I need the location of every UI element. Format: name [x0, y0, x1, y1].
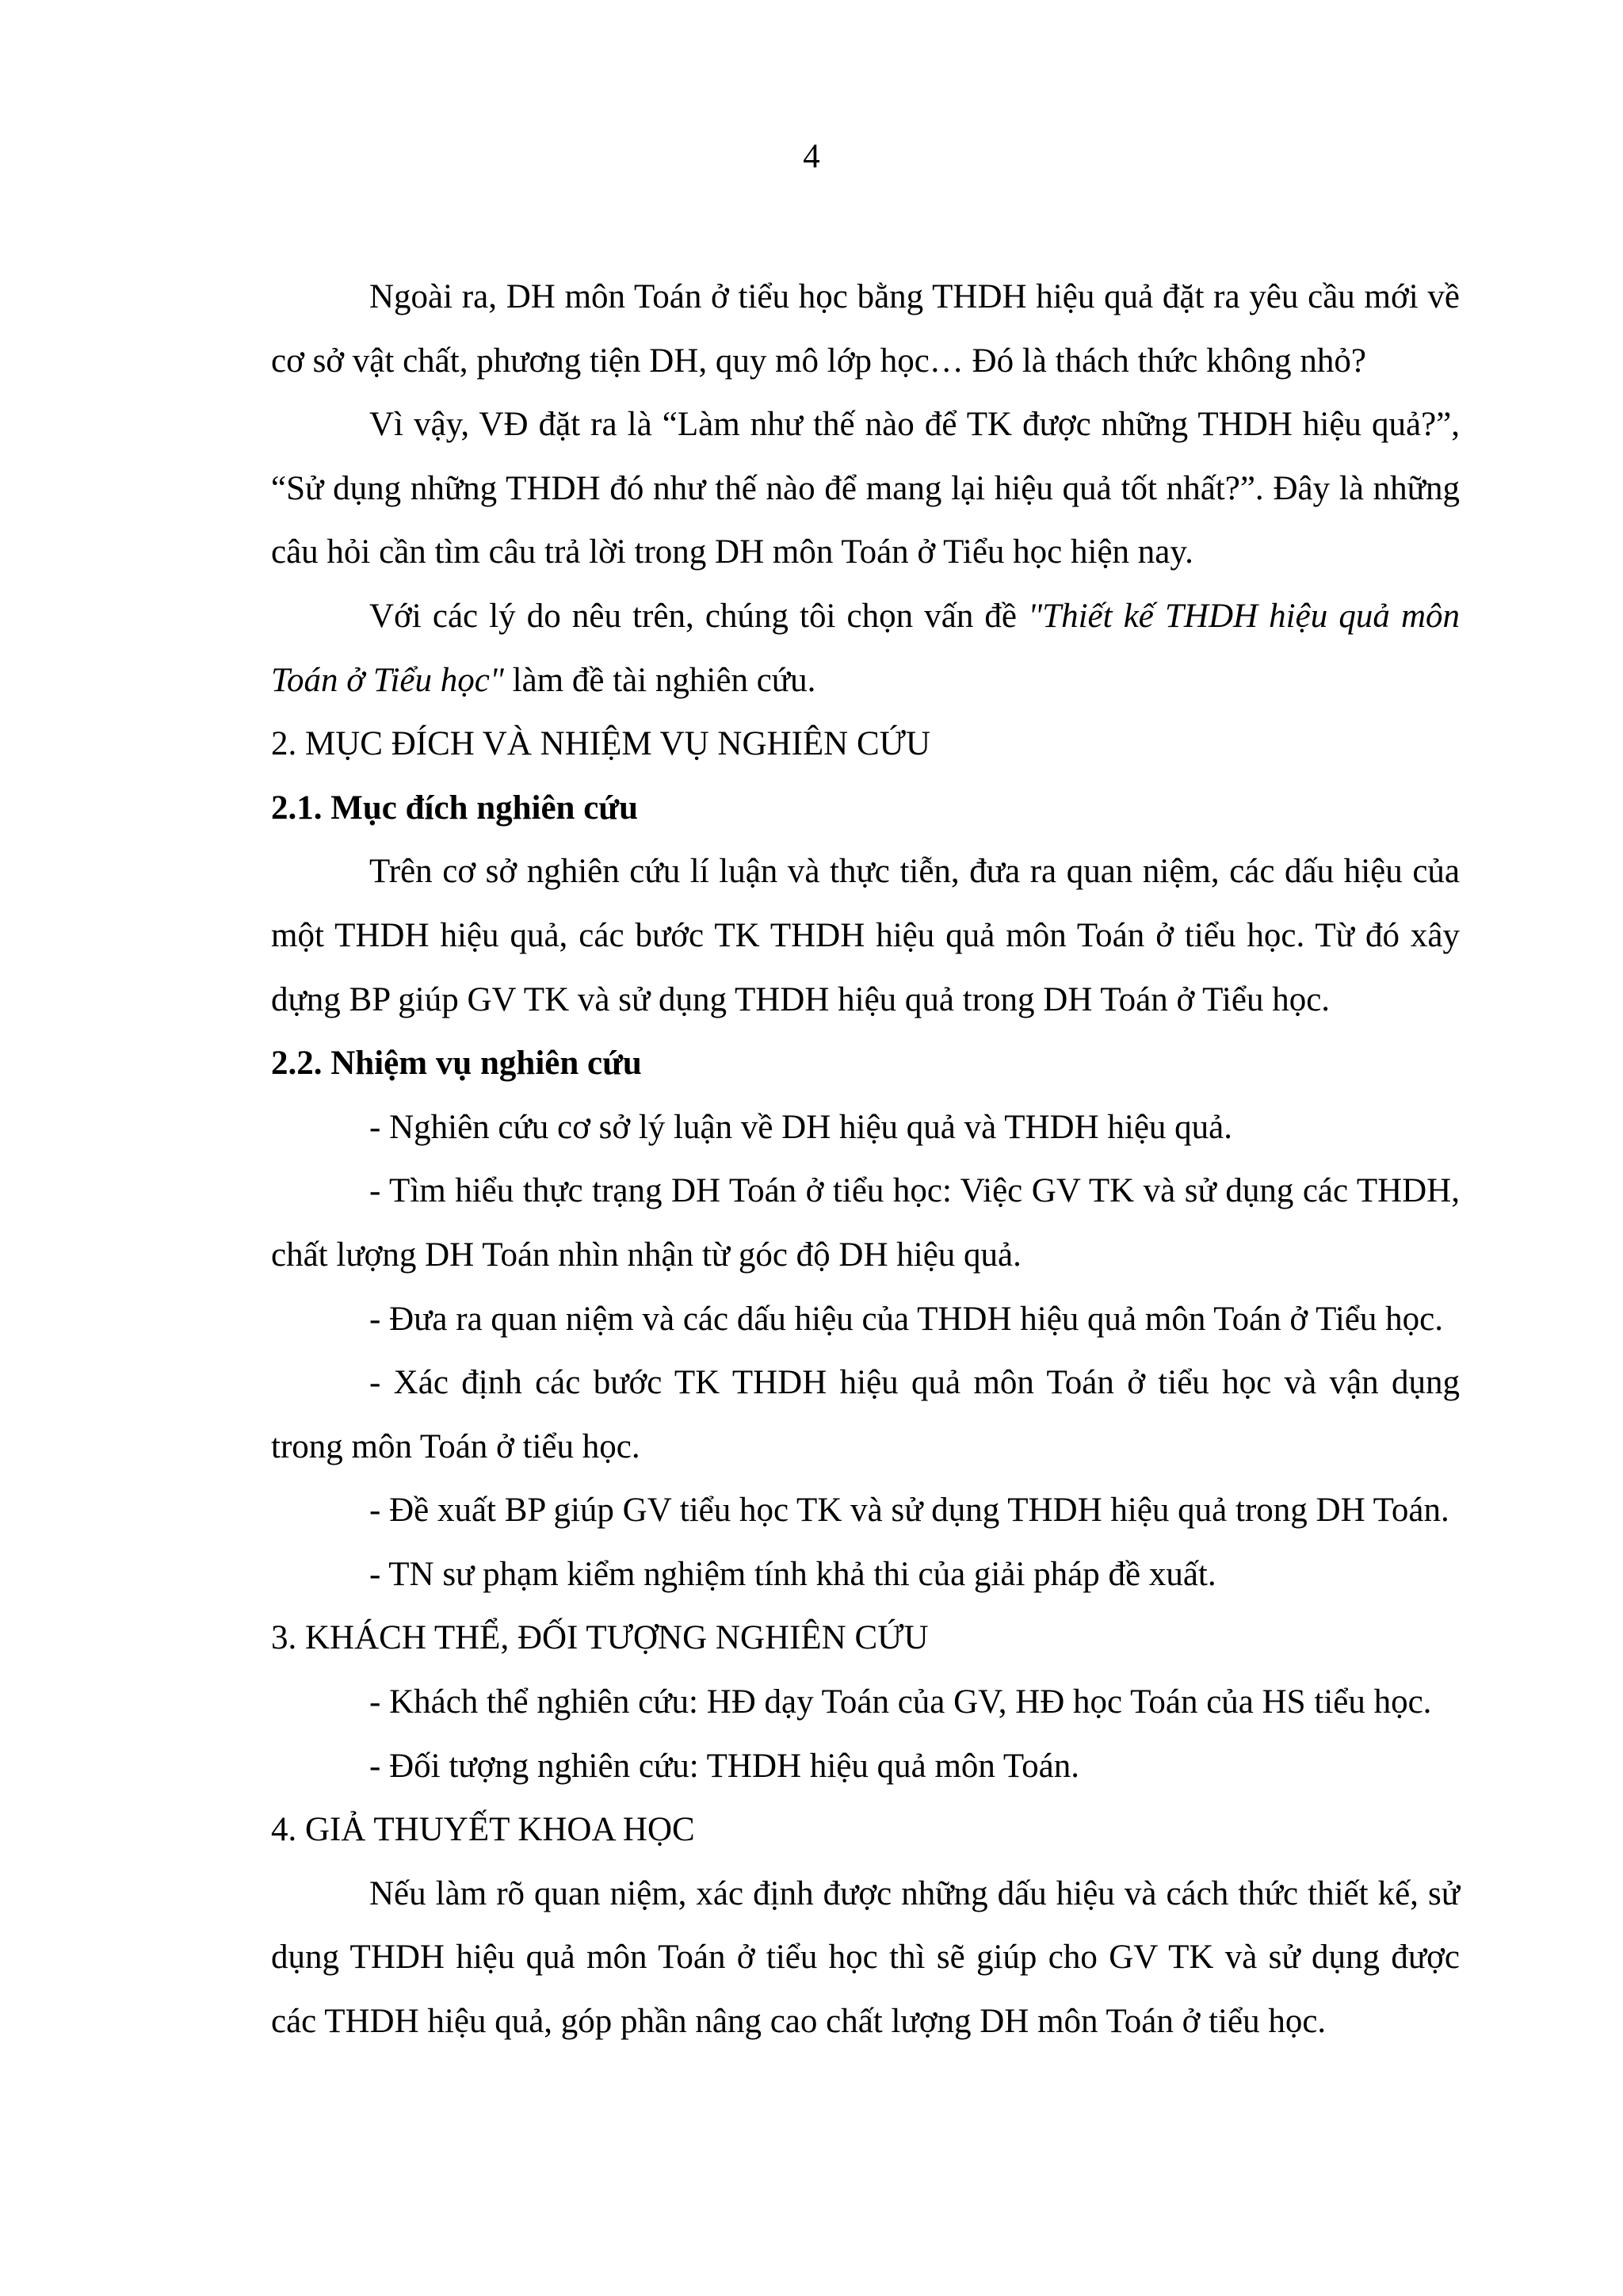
task-item: - Xác định các bước TK THDH hiệu quả môn Toán ở tiểu học và vận dụng trong môn Toán ở tiểu học. [271, 1364, 1460, 1465]
page-content [271, 266, 1460, 2054]
page-number: 4 [803, 138, 820, 175]
subject-item: - Khách thể nghiên cứu: HĐ dạy Toán của GV, HĐ học Toán của HS tiểu học. [369, 1683, 1432, 1721]
subject-item: - Đối tượng nghiên cứu: THDH hiệu quả môn Toán. [369, 1747, 1079, 1785]
paragraph-challenges: Ngoài ra, DH môn Toán ở tiểu học bằng THDH hiệu quả đặt ra yêu cầu mới về cơ sở vật chất, phương tiện DH, quy mô lớp học… Đó là thách thức không nhỏ? [271, 278, 1460, 380]
task-item: - Đề xuất BP giúp GV tiểu học TK và sử dụng THDH hiệu quả trong DH Toán. [369, 1492, 1449, 1530]
subsection-heading-tasks: 2.2. Nhiệm vụ nghiên cứu [271, 1045, 642, 1083]
task-item: - TN sư phạm kiểm nghiệm tính khả thi của giải pháp đề xuất. [369, 1555, 1216, 1593]
task-item: - Đưa ra quan niệm và các dấu hiệu của THDH hiệu quả môn Toán ở Tiểu học. [369, 1300, 1443, 1338]
paragraph-topic-choice [271, 585, 1460, 712]
task-item: - Tìm hiểu thực trạng DH Toán ở tiểu học: Việc GV TK và sử dụng các THDH, chất lượng DH Toán nhìn nhận từ góc độ DH hiệu quả. [271, 1172, 1460, 1274]
paragraph-research-questions: Vì vậy, VĐ đặt ra là “Làm như thế nào để TK được những THDH hiệu quả?”, “Sử dụng những THDH đó như thế nào để mang lại hiệu quả tốt nhất?”. Đây là những câu hỏi cần tìm câu trả lời trong DH môn Toán ở Tiểu học hiện nay. [271, 406, 1460, 571]
subsection-heading-purpose: 2.1. Mục đích nghiên cứu [271, 789, 639, 827]
task-item: - Nghiên cứu cơ sở lý luận về DH hiệu quả và THDH hiệu quả. [369, 1108, 1232, 1146]
paragraph-purpose: Trên cơ sở nghiên cứu lí luận và thực tiễn, đưa ra quan niệm, các dấu hiệu của một THDH hiệu quả, các bước TK THDH hiệu quả môn Toán ở tiểu học. Từ đó xây dựng BP giúp GV TK và sử dụng THDH hiệu quả trong DH Toán ở Tiểu học. [271, 853, 1460, 1018]
section-heading-hypothesis: 4. GIẢ THUYẾT KHOA HỌC [271, 1811, 695, 1849]
section-heading-subjects: 3. KHÁCH THỂ, ĐỐI TƯỢNG NGHIÊN CỨU [271, 1619, 929, 1657]
topic-choice-intro: Với các lý do nêu trên, chúng tôi chọn vấn đề [369, 597, 1029, 635]
topic-choice-outro: làm đề tài nghiên cứu. [503, 661, 816, 699]
topic-title: "Thiết kế THDH hiệu quả môn Toán ở Tiểu học" [271, 597, 1460, 699]
section-heading-purpose-tasks: 2. MỤC ĐÍCH VÀ NHIỆM VỤ NGHIÊN CỨU [271, 725, 931, 763]
paragraph-hypothesis: Nếu làm rõ quan niệm, xác định được những dấu hiệu và cách thức thiết kế, sử dụng THDH hiệu quả môn Toán ở tiểu học thì sẽ giúp cho GV TK và sử dụng được các THDH hiệu quả, góp phần nâng cao chất lượng DH môn Toán ở tiểu học. [271, 1874, 1460, 2041]
